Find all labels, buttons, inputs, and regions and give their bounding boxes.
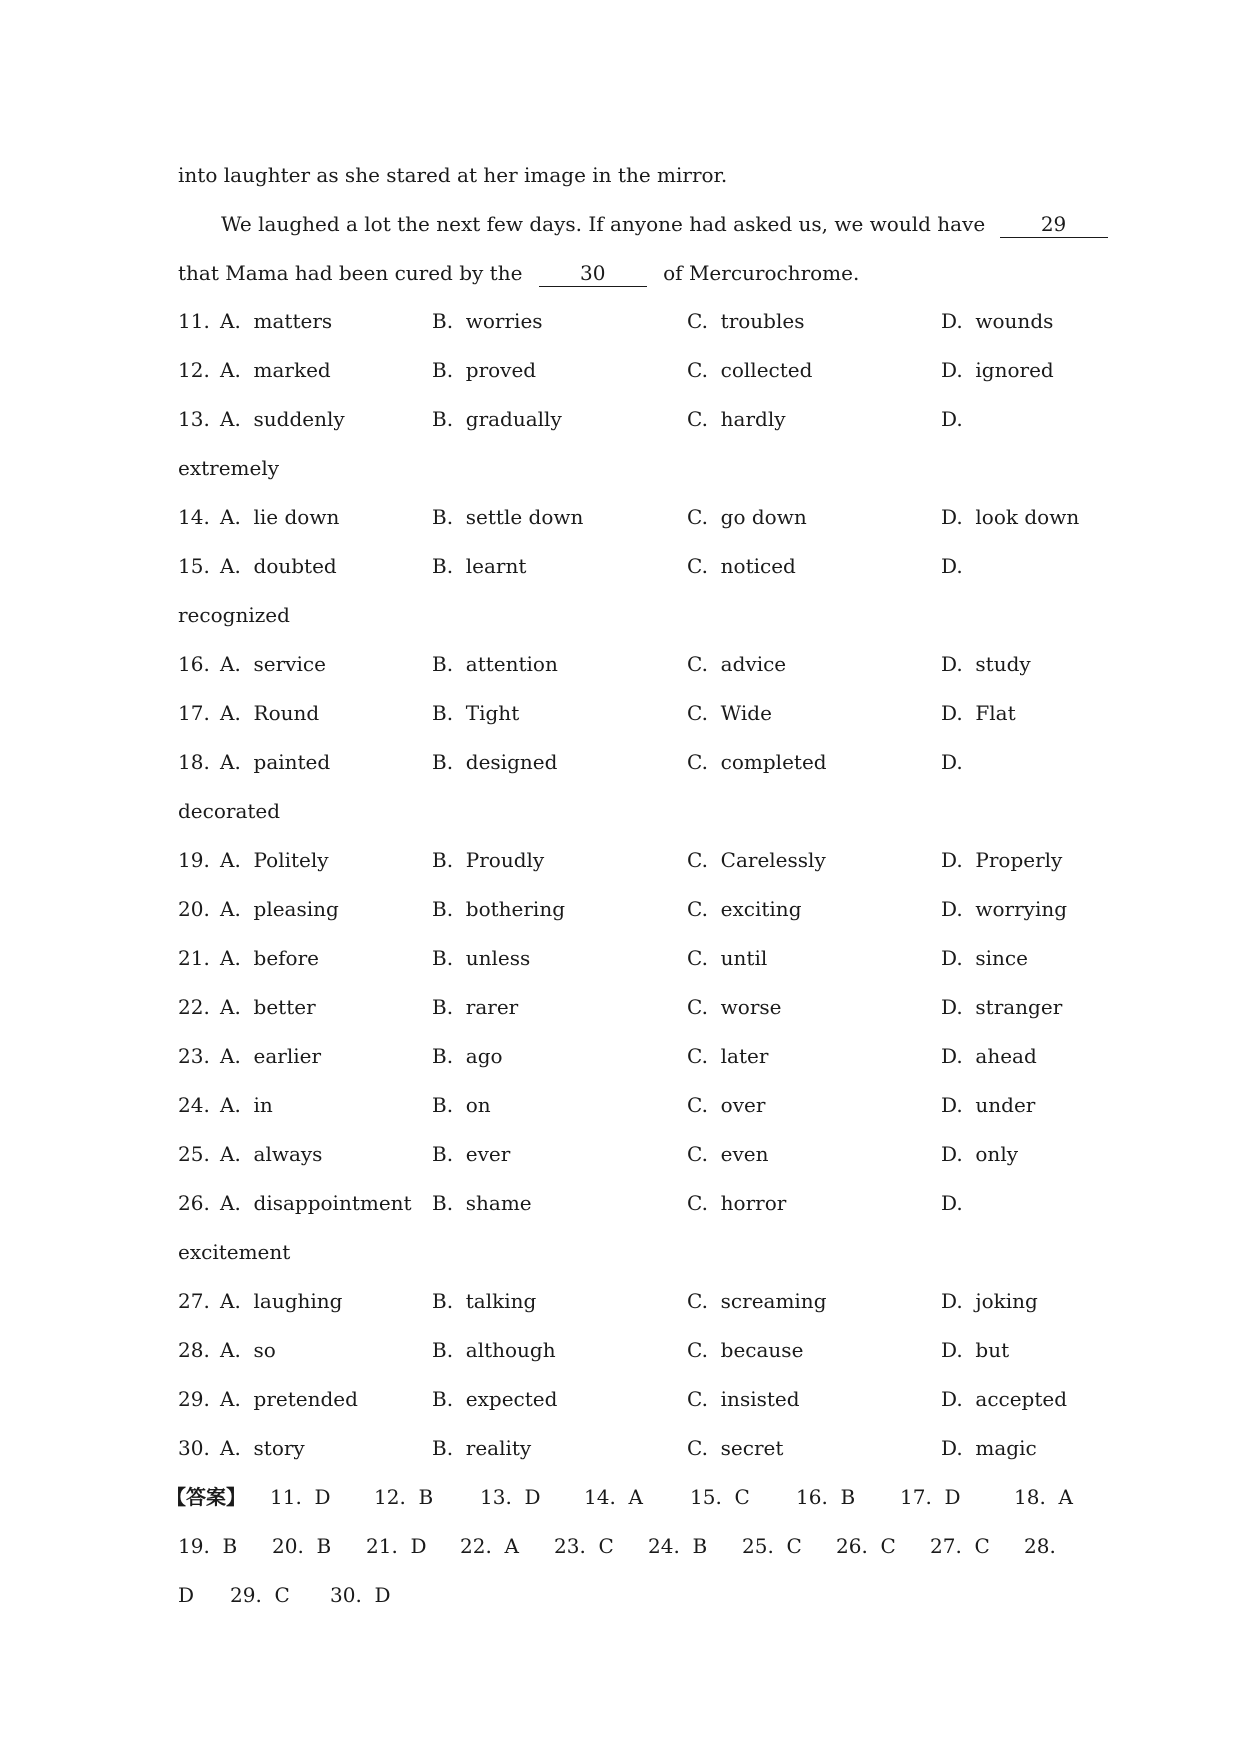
question-row bbox=[178, 845, 1078, 875]
passage-text: into laughter as she stared at her image in the mirror. bbox=[178, 163, 728, 187]
option-d: D. ignored bbox=[941, 358, 1054, 382]
option-d: D. Properly bbox=[941, 848, 1063, 872]
option-d: D. ahead bbox=[941, 1044, 1037, 1068]
option-a: A. doubted bbox=[220, 554, 337, 578]
option-b: B. Tight bbox=[432, 701, 520, 725]
option-a: A. Politely bbox=[220, 848, 329, 872]
question-row bbox=[178, 1384, 1078, 1414]
answer-item: 25. C bbox=[742, 1534, 802, 1558]
option-b: B. ever bbox=[432, 1142, 511, 1166]
question-row bbox=[178, 894, 1078, 924]
option-d: D. magic bbox=[941, 1436, 1037, 1460]
option-b: B. bothering bbox=[432, 897, 566, 921]
question-row bbox=[178, 355, 1078, 385]
question-row bbox=[178, 306, 1078, 336]
option-d-wrapped-text: decorated bbox=[178, 799, 281, 823]
option-c: C. horror bbox=[687, 1191, 787, 1215]
question-row bbox=[178, 649, 1078, 679]
option-a: A. pretended bbox=[220, 1387, 358, 1411]
option-d: D. bbox=[941, 1191, 963, 1215]
answer-item: 11. D bbox=[270, 1485, 331, 1509]
question-number: 20. bbox=[178, 897, 210, 921]
answer-item: 26. C bbox=[836, 1534, 896, 1558]
question-row bbox=[178, 1139, 1078, 1169]
option-c: C. until bbox=[687, 946, 768, 970]
option-c: C. advice bbox=[687, 652, 787, 676]
question-row bbox=[178, 1090, 1078, 1120]
option-a: A. earlier bbox=[220, 1044, 322, 1068]
answer-item: D bbox=[178, 1583, 195, 1607]
question-number: 26. bbox=[178, 1191, 210, 1215]
answer-item: 23. C bbox=[554, 1534, 614, 1558]
answer-item: 30. D bbox=[330, 1583, 391, 1607]
option-c: C. Wide bbox=[687, 701, 772, 725]
question-number: 21. bbox=[178, 946, 210, 970]
option-b: B. proved bbox=[432, 358, 537, 382]
question-number: 29. bbox=[178, 1387, 210, 1411]
option-a: A. laughing bbox=[220, 1289, 343, 1313]
question-row bbox=[178, 404, 1078, 434]
blank-30: 30 bbox=[539, 260, 647, 287]
answer-item: 24. B bbox=[648, 1534, 708, 1558]
option-d: D. joking bbox=[941, 1289, 1038, 1313]
option-a: A. lie down bbox=[220, 505, 340, 529]
option-b: B. talking bbox=[432, 1289, 537, 1313]
answer-item: 13. D bbox=[480, 1485, 541, 1509]
option-c: C. hardly bbox=[687, 407, 786, 431]
passage-line-1 bbox=[178, 160, 727, 190]
question-number: 18. bbox=[178, 750, 210, 774]
question-number: 17. bbox=[178, 701, 210, 725]
option-a: A. service bbox=[220, 652, 326, 676]
option-c: C. completed bbox=[687, 750, 827, 774]
option-c: C. collected bbox=[687, 358, 813, 382]
option-c: C. even bbox=[687, 1142, 769, 1166]
answer-item: 17. D bbox=[900, 1485, 961, 1509]
option-d: D. bbox=[941, 407, 963, 431]
question-row bbox=[178, 1433, 1078, 1463]
option-d: D. wounds bbox=[941, 309, 1054, 333]
question-number: 11. bbox=[178, 309, 210, 333]
question-row bbox=[178, 551, 1078, 581]
option-a: A. better bbox=[220, 995, 316, 1019]
option-d: D. bbox=[941, 750, 963, 774]
option-b: B. on bbox=[432, 1093, 491, 1117]
option-b: B. gradually bbox=[432, 407, 562, 431]
option-d: D. look down bbox=[941, 505, 1080, 529]
question-number: 28. bbox=[178, 1338, 210, 1362]
question-number: 25. bbox=[178, 1142, 210, 1166]
option-c: C. exciting bbox=[687, 897, 802, 921]
option-a: A. matters bbox=[220, 309, 333, 333]
option-c: C. secret bbox=[687, 1436, 784, 1460]
answer-item: 14. A bbox=[584, 1485, 643, 1509]
option-c: C. troubles bbox=[687, 309, 805, 333]
option-d: D. study bbox=[941, 652, 1031, 676]
question-number: 13. bbox=[178, 407, 210, 431]
option-b: B. ago bbox=[432, 1044, 503, 1068]
answer-item: 18. A bbox=[1014, 1485, 1073, 1509]
passage-line-3 bbox=[178, 258, 859, 288]
question-number: 22. bbox=[178, 995, 210, 1019]
option-d: D. but bbox=[941, 1338, 1010, 1362]
passage-text: of Mercurochrome. bbox=[663, 261, 860, 285]
question-number: 19. bbox=[178, 848, 210, 872]
option-b: B. attention bbox=[432, 652, 558, 676]
option-b: B. worries bbox=[432, 309, 543, 333]
option-c: C. go down bbox=[687, 505, 807, 529]
answer-item: 21. D bbox=[366, 1534, 427, 1558]
option-c: C. later bbox=[687, 1044, 769, 1068]
question-row bbox=[178, 1188, 1078, 1218]
option-a: A. in bbox=[220, 1093, 273, 1117]
question-row bbox=[178, 992, 1078, 1022]
option-b: B. shame bbox=[432, 1191, 532, 1215]
question-number: 14. bbox=[178, 505, 210, 529]
option-a: A. painted bbox=[220, 750, 331, 774]
question-row bbox=[178, 1286, 1078, 1316]
option-c: C. because bbox=[687, 1338, 804, 1362]
answer-item: 20. B bbox=[272, 1534, 332, 1558]
option-b: B. unless bbox=[432, 946, 531, 970]
option-c: C. screaming bbox=[687, 1289, 827, 1313]
answer-item: 27. C bbox=[930, 1534, 990, 1558]
question-row bbox=[178, 698, 1078, 728]
option-b: B. learnt bbox=[432, 554, 527, 578]
question-number: 24. bbox=[178, 1093, 210, 1117]
option-d: D. bbox=[941, 554, 963, 578]
answer-line-1 bbox=[166, 1482, 246, 1512]
option-a: A. marked bbox=[220, 358, 331, 382]
option-d: D. since bbox=[941, 946, 1028, 970]
option-d: D. only bbox=[941, 1142, 1019, 1166]
question-row bbox=[178, 502, 1078, 532]
question-row bbox=[178, 1335, 1078, 1365]
question-number: 15. bbox=[178, 554, 210, 578]
answer-label: 【答案】 bbox=[166, 1485, 246, 1509]
answer-item: 29. C bbox=[230, 1583, 290, 1607]
passage-line-2 bbox=[221, 209, 1108, 239]
option-d-wrapped-text: recognized bbox=[178, 603, 290, 627]
option-b: B. although bbox=[432, 1338, 556, 1362]
option-a: A. pleasing bbox=[220, 897, 339, 921]
option-a: A. always bbox=[220, 1142, 323, 1166]
answer-item: 28. bbox=[1024, 1534, 1056, 1558]
option-c: C. noticed bbox=[687, 554, 796, 578]
option-a: A. story bbox=[220, 1436, 305, 1460]
option-a: A. before bbox=[220, 946, 319, 970]
question-row bbox=[178, 747, 1078, 777]
option-b: B. rarer bbox=[432, 995, 519, 1019]
question-number: 16. bbox=[178, 652, 210, 676]
answer-item: 15. C bbox=[690, 1485, 750, 1509]
option-d-wrapped-text: excitement bbox=[178, 1240, 291, 1264]
option-c: C. worse bbox=[687, 995, 782, 1019]
answer-item: 16. B bbox=[796, 1485, 856, 1509]
option-b: B. expected bbox=[432, 1387, 558, 1411]
question-row bbox=[178, 943, 1078, 973]
passage-text: We laughed a lot the next few days. If anyone had asked us, we would have bbox=[221, 212, 986, 236]
option-a: A. suddenly bbox=[220, 407, 345, 431]
question-number: 30. bbox=[178, 1436, 210, 1460]
option-c: C. insisted bbox=[687, 1387, 800, 1411]
option-c: C. Carelessly bbox=[687, 848, 826, 872]
option-d: D. stranger bbox=[941, 995, 1063, 1019]
answer-item: 12. B bbox=[374, 1485, 434, 1509]
question-row bbox=[178, 1041, 1078, 1071]
option-b: B. designed bbox=[432, 750, 558, 774]
blank-29: 29 bbox=[1000, 211, 1108, 238]
option-b: B. reality bbox=[432, 1436, 532, 1460]
option-d: D. worrying bbox=[941, 897, 1068, 921]
option-d: D. Flat bbox=[941, 701, 1016, 725]
option-c: C. over bbox=[687, 1093, 766, 1117]
answer-item: 19. B bbox=[178, 1534, 238, 1558]
option-a: A. Round bbox=[220, 701, 320, 725]
option-d: D. under bbox=[941, 1093, 1036, 1117]
passage-text: that Mama had been cured by the bbox=[178, 261, 523, 285]
question-number: 12. bbox=[178, 358, 210, 382]
option-b: B. settle down bbox=[432, 505, 584, 529]
option-d-wrapped-text: extremely bbox=[178, 456, 280, 480]
question-number: 23. bbox=[178, 1044, 210, 1068]
option-a: A. disappointment bbox=[220, 1191, 412, 1215]
answer-item: 22. A bbox=[460, 1534, 519, 1558]
question-number: 27. bbox=[178, 1289, 210, 1313]
option-b: B. Proudly bbox=[432, 848, 545, 872]
option-d: D. accepted bbox=[941, 1387, 1068, 1411]
option-a: A. so bbox=[220, 1338, 276, 1362]
